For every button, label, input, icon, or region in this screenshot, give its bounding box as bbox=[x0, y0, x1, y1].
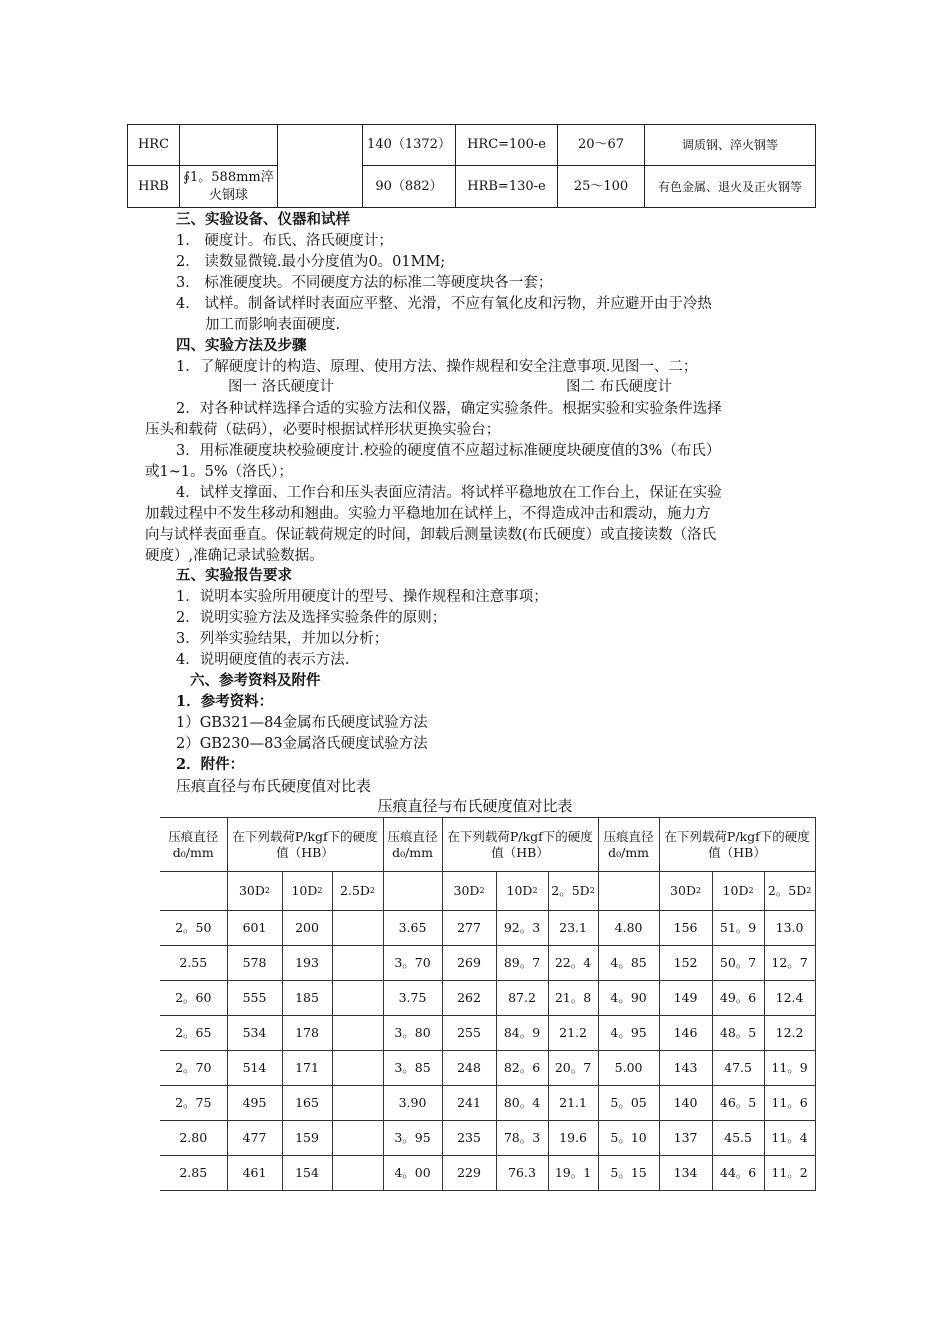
formula-cell: HRB=130-e bbox=[456, 166, 558, 208]
section3-item-2: 2． 读数显微镜.最小分度值为0。01MM; bbox=[176, 254, 446, 270]
section3-heading: 三、实验设备、仪器和试样 bbox=[176, 211, 350, 228]
table-cell: 50。7 bbox=[712, 946, 764, 981]
table-cell: 47.5 bbox=[712, 1051, 764, 1086]
table-row bbox=[160, 911, 815, 946]
table-cell: 78。3 bbox=[496, 1121, 548, 1156]
subheader-cell: $10D^2$ bbox=[282, 872, 332, 911]
table-cell bbox=[332, 1016, 383, 1051]
subheader-cell: $30D^2$ bbox=[227, 872, 282, 911]
table-cell: 3.90 bbox=[383, 1086, 442, 1121]
step-2-line-2: 压头和载荷（砝码），必要时根据试样形状更换实验台； bbox=[145, 422, 501, 438]
table-cell: 2。75 bbox=[160, 1086, 227, 1121]
table-cell: 5.00 bbox=[598, 1051, 659, 1086]
table-cell: 92。3 bbox=[496, 911, 548, 946]
load-header: 在下列载荷P/kgf下的硬度值（HB） bbox=[659, 818, 815, 872]
diameter-header: 压痕直径d₀/mm bbox=[160, 818, 227, 872]
section5-item-2: 2．说明实验方法及选择实验条件的原则； bbox=[176, 610, 447, 626]
table-row bbox=[160, 981, 815, 1016]
table-cell: 5。15 bbox=[598, 1156, 659, 1191]
table-cell: 80。4 bbox=[496, 1086, 548, 1121]
step-3-line-2: 或1~1。5%（洛氏）； bbox=[145, 464, 293, 480]
table-cell bbox=[332, 1121, 383, 1156]
table-cell: 11。2 bbox=[764, 1156, 815, 1191]
table-cell: 171 bbox=[282, 1051, 332, 1086]
table-cell: 185 bbox=[282, 981, 332, 1016]
table-cell: 193 bbox=[282, 946, 332, 981]
table-row bbox=[160, 1016, 815, 1051]
table-cell: 461 bbox=[227, 1156, 282, 1191]
diameter-header: 压痕直径d₀/mm bbox=[598, 818, 659, 872]
table-cell: 48。5 bbox=[712, 1016, 764, 1051]
table-cell: 241 bbox=[442, 1086, 496, 1121]
section5-item-1: 1．说明本实验所用硬度计的型号、操作规程和注意事项； bbox=[176, 589, 548, 605]
table-cell: 22。4 bbox=[548, 946, 598, 981]
table-cell: 19。1 bbox=[548, 1156, 598, 1191]
table-cell: 2。70 bbox=[160, 1051, 227, 1086]
table-cell: 12。7 bbox=[764, 946, 815, 981]
formula-cell: HRC=100-e bbox=[456, 125, 558, 166]
table-cell: 89。7 bbox=[496, 946, 548, 981]
step-4-line-4: 硬度）,准确记录试验数据。 bbox=[145, 548, 324, 564]
table-cell: 262 bbox=[442, 981, 496, 1016]
table-cell: 4。00 bbox=[383, 1156, 442, 1191]
table-cell: 555 bbox=[227, 981, 282, 1016]
table-cell: 12.4 bbox=[764, 981, 815, 1016]
table-cell bbox=[332, 911, 383, 946]
table-row bbox=[128, 166, 816, 208]
table-cell: 4。85 bbox=[598, 946, 659, 981]
table-cell: 152 bbox=[659, 946, 712, 981]
table-cell: 477 bbox=[227, 1121, 282, 1156]
empty-cell bbox=[160, 872, 227, 911]
table-subheader-row bbox=[160, 872, 815, 911]
table-cell: 235 bbox=[442, 1121, 496, 1156]
section3-item-1: 1． 硬度计。布氏、洛氏硬度计； bbox=[176, 233, 393, 249]
table-cell: 3。95 bbox=[383, 1121, 442, 1156]
table-cell: 200 bbox=[282, 911, 332, 946]
step-4-line-1: 4．试样支撑面、工作台和压头表面应清洁。将试样平稳地放在工作台上，保证在实验 bbox=[176, 485, 722, 501]
scale-cell: HRC bbox=[128, 125, 180, 166]
table-cell: 46。5 bbox=[712, 1086, 764, 1121]
table-cell: 2.80 bbox=[160, 1121, 227, 1156]
subheader-cell: 2。$5D^2$ bbox=[548, 872, 598, 911]
table-cell bbox=[332, 946, 383, 981]
table-cell: 82。6 bbox=[496, 1051, 548, 1086]
table-cell: 495 bbox=[227, 1086, 282, 1121]
table-cell bbox=[332, 1156, 383, 1191]
table-row bbox=[160, 1051, 815, 1086]
subheader-cell: $2.5D^2$ bbox=[332, 872, 383, 911]
table-cell: 601 bbox=[227, 911, 282, 946]
table-cell: 21.2 bbox=[548, 1016, 598, 1051]
table-cell: 5。10 bbox=[598, 1121, 659, 1156]
table-cell: 2.55 bbox=[160, 946, 227, 981]
section5-item-3: 3．列举实验结果，并加以分析； bbox=[176, 631, 389, 647]
figure-1-caption: 图一 洛氏硬度计 bbox=[228, 379, 335, 395]
application-cell: 有色金属、退火及正火钢等 bbox=[645, 166, 816, 208]
reference-1: 1）GB321—84金属布氏硬度试验方法 bbox=[176, 715, 428, 731]
table-cell: 154 bbox=[282, 1156, 332, 1191]
indenter-cell bbox=[180, 125, 278, 166]
table-caption: 压痕直径与布氏硬度值对比表 bbox=[377, 797, 573, 815]
table-row bbox=[160, 1121, 815, 1156]
table-row bbox=[160, 946, 815, 981]
table-cell: 165 bbox=[282, 1086, 332, 1121]
table-cell: 44。6 bbox=[712, 1156, 764, 1191]
step-1: 1．了解硬度计的构造、原理、使用方法、操作规程和安全注意事项.见图一、二； bbox=[176, 359, 698, 375]
empty-cell bbox=[278, 125, 363, 208]
section3-item-4: 4． 试样。制备试样时表面应平整、光滑，不应有氧化皮和污物，并应避开由于冷热 bbox=[176, 296, 712, 312]
table-cell: 4.80 bbox=[598, 911, 659, 946]
table-cell: 140 bbox=[659, 1086, 712, 1121]
table-cell: 3。70 bbox=[383, 946, 442, 981]
step-2-line-1: 2．对各种试样选择合适的实验方法和仪器，确定实验条件。根据实验和实验条件选择 bbox=[176, 401, 722, 417]
attachment-heading: 2．附件： bbox=[176, 756, 245, 773]
table-cell: 255 bbox=[442, 1016, 496, 1051]
table-cell: 514 bbox=[227, 1051, 282, 1086]
table-cell: 20。7 bbox=[548, 1051, 598, 1086]
table-cell: 578 bbox=[227, 946, 282, 981]
table-cell: 137 bbox=[659, 1121, 712, 1156]
application-cell: 调质钢、淬火钢等 bbox=[645, 125, 816, 166]
table-cell: 19.6 bbox=[548, 1121, 598, 1156]
table-cell: 146 bbox=[659, 1016, 712, 1051]
step-3-line-1: 3．用标准硬度块校验硬度计.校验的硬度值不应超过标准硬度块硬度值的3%（布氏） bbox=[176, 443, 721, 459]
brinell-hardness-table bbox=[160, 817, 816, 1191]
section3-item-4-cont: 加工而影响表面硬度. bbox=[205, 317, 341, 333]
load-header: 在下列载荷P/kgf下的硬度值（HB） bbox=[227, 818, 383, 872]
table-cell: 159 bbox=[282, 1121, 332, 1156]
table-cell: 11。4 bbox=[764, 1121, 815, 1156]
step-4-line-3: 向与试样表面垂直。保证载荷规定的时间，卸载后测量读数(布氏硬度）或直接读数（洛氏 bbox=[145, 527, 717, 543]
table-cell: 11。9 bbox=[764, 1051, 815, 1086]
figure-2-caption: 图二 布氏硬度计 bbox=[566, 379, 673, 395]
table-cell: 4。90 bbox=[598, 981, 659, 1016]
table-cell: 269 bbox=[442, 946, 496, 981]
table-cell: 2。50 bbox=[160, 911, 227, 946]
section5-item-4: 4．说明硬度值的表示方法. bbox=[176, 652, 350, 668]
table-cell bbox=[332, 1051, 383, 1086]
subheader-cell: 2。$5D^2$ bbox=[764, 872, 815, 911]
section3-item-3: 3． 标准硬度块。不同硬度方法的标准二等硬度块各一套； bbox=[176, 275, 553, 291]
table-cell: 49。6 bbox=[712, 981, 764, 1016]
table-cell: 134 bbox=[659, 1156, 712, 1191]
range-cell: 25～100 bbox=[558, 166, 645, 208]
table-row bbox=[160, 1156, 815, 1191]
table-cell: 21.1 bbox=[548, 1086, 598, 1121]
subheader-cell: $30D^2$ bbox=[442, 872, 496, 911]
table-cell: 2.85 bbox=[160, 1156, 227, 1191]
table-cell: 229 bbox=[442, 1156, 496, 1191]
table-cell: 178 bbox=[282, 1016, 332, 1051]
table-cell: 3。85 bbox=[383, 1051, 442, 1086]
range-cell: 20～67 bbox=[558, 125, 645, 166]
table-cell: 248 bbox=[442, 1051, 496, 1086]
table-cell: 21。8 bbox=[548, 981, 598, 1016]
table-cell: 2。60 bbox=[160, 981, 227, 1016]
table-cell bbox=[332, 1086, 383, 1121]
table-cell: 11。6 bbox=[764, 1086, 815, 1121]
empty-cell bbox=[383, 872, 442, 911]
table-cell: 87.2 bbox=[496, 981, 548, 1016]
table-row bbox=[160, 1086, 815, 1121]
indenter-cell: ∮1。588mm淬火钢球 bbox=[180, 166, 278, 208]
subheader-cell: $10D^2$ bbox=[496, 872, 548, 911]
subheader-cell: $10D^2$ bbox=[712, 872, 764, 911]
table-cell: 13.0 bbox=[764, 911, 815, 946]
subheader-cell: $30D^2$ bbox=[659, 872, 712, 911]
section4-heading: 四、实验方法及步骤 bbox=[176, 337, 307, 354]
table-cell: 2。65 bbox=[160, 1016, 227, 1051]
table-cell: 149 bbox=[659, 981, 712, 1016]
diameter-header: 压痕直径d₀/mm bbox=[383, 818, 442, 872]
table-cell: 3.75 bbox=[383, 981, 442, 1016]
load-cell: 90（882） bbox=[363, 166, 456, 208]
table-cell bbox=[332, 981, 383, 1016]
table-cell: 277 bbox=[442, 911, 496, 946]
load-cell: 140（1372） bbox=[363, 125, 456, 166]
table-row bbox=[128, 125, 816, 166]
table-cell: 156 bbox=[659, 911, 712, 946]
section5-heading: 五、实验报告要求 bbox=[176, 567, 292, 584]
table-cell: 534 bbox=[227, 1016, 282, 1051]
table-cell: 5。05 bbox=[598, 1086, 659, 1121]
hardness-scale-table bbox=[127, 124, 816, 208]
load-header: 在下列载荷P/kgf下的硬度值（HB） bbox=[442, 818, 598, 872]
table-cell: 3。80 bbox=[383, 1016, 442, 1051]
table-cell: 76.3 bbox=[496, 1156, 548, 1191]
table-cell: 12.2 bbox=[764, 1016, 815, 1051]
table-cell: 51。9 bbox=[712, 911, 764, 946]
table-cell: 4。95 bbox=[598, 1016, 659, 1051]
table-cell: 84。9 bbox=[496, 1016, 548, 1051]
attachment-item: 压痕直径与布氏硬度值对比表 bbox=[176, 777, 372, 795]
table-cell: 3.65 bbox=[383, 911, 442, 946]
table-cell: 45.5 bbox=[712, 1121, 764, 1156]
table-cell: 143 bbox=[659, 1051, 712, 1086]
scale-cell: HRB bbox=[128, 166, 180, 208]
empty-cell bbox=[598, 872, 659, 911]
step-4-line-2: 加载过程中不发生移动和翘曲。实验力平稳地加在试样上，不得造成冲击和震动，施力方 bbox=[145, 506, 711, 522]
table-cell: 23.1 bbox=[548, 911, 598, 946]
table-header-row bbox=[160, 818, 815, 872]
reference-2: 2）GB230—83金属洛氏硬度试验方法 bbox=[176, 736, 428, 752]
references-heading: 1．参考资料： bbox=[176, 693, 274, 710]
section6-heading: 六、参考资料及附件 bbox=[190, 672, 321, 689]
